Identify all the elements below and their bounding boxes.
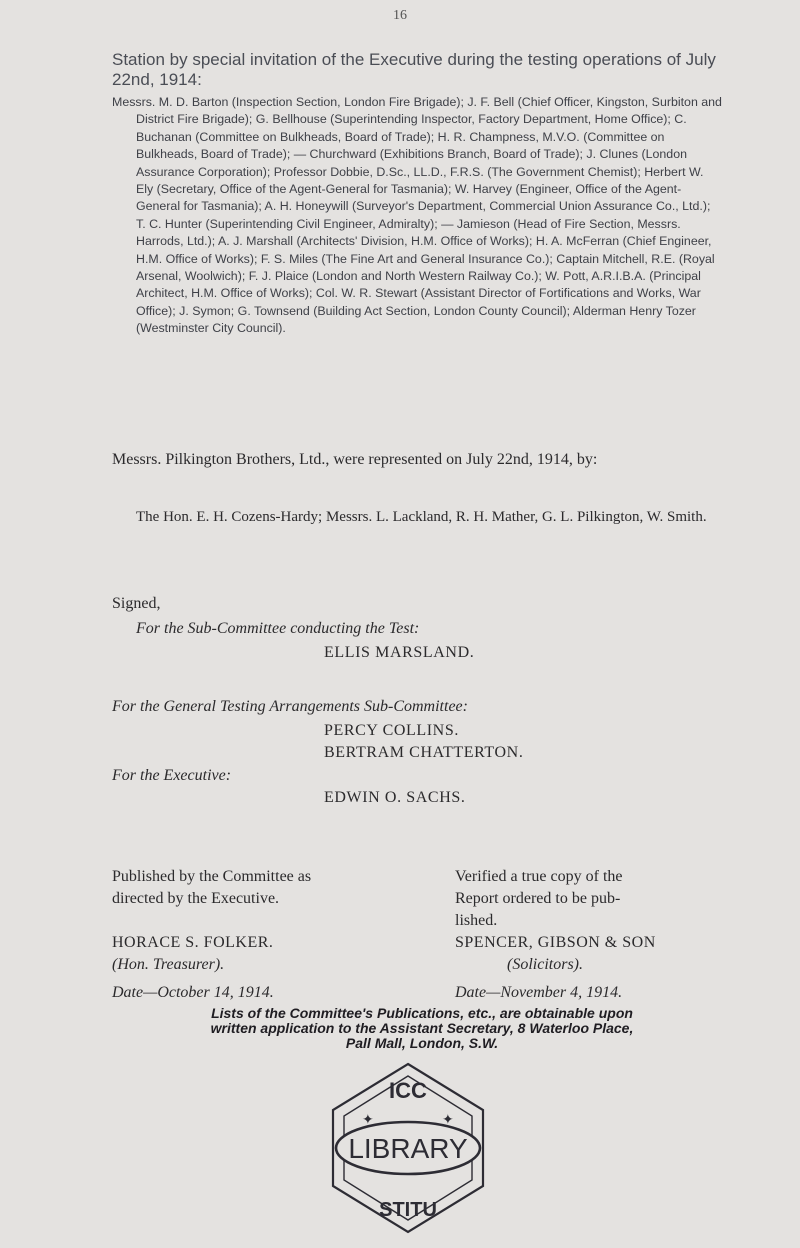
publications-notice [112, 1006, 732, 1051]
stamp-star-icon: ✦ [362, 1112, 374, 1128]
intro-paragraph: Station by special invitation of the Executive during the testing operations of July 22nd, 1914: [112, 50, 716, 89]
executive-role: For the Executive: [112, 767, 232, 784]
verified-date: Date—November 4, 1914. [455, 984, 623, 1001]
pilkington-heading: Messrs. Pilkington Brothers, Ltd., were represented on July 22nd, 1914, by: [112, 451, 598, 468]
notice-line-1: Lists of the Committee's Publications, etc., are obtainable upon [211, 1005, 633, 1021]
verified-line-1: Verified a true copy of the [455, 868, 623, 885]
solicitors-title: (Solicitors). [507, 956, 583, 973]
pilkington-representatives: The Hon. E. H. Cozens-Hardy; Messrs. L. Lackland, R. H. Mather, G. L. Pilkington, W. Smith. [136, 509, 707, 525]
verified-block [455, 866, 656, 1004]
library-stamp [318, 1058, 498, 1238]
stamp-center-text: LIBRARY [348, 1133, 468, 1164]
stamp-top-text: ICC [389, 1078, 427, 1103]
executive-signer: EDWIN O. SACHS. [324, 789, 466, 806]
general-signer-2: BERTRAM CHATTERTON. [324, 744, 524, 761]
solicitors-name: SPENCER, GIBSON & SON [455, 934, 656, 951]
treasurer-name: HORACE S. FOLKER. [112, 934, 274, 951]
stamp-bottom-text: STITU [379, 1199, 437, 1221]
treasurer-title: (Hon. Treasurer). [112, 956, 225, 973]
general-testing-role: For the General Testing Arrangements Sub-Committee: [112, 698, 468, 715]
page-number: 16 [393, 8, 407, 23]
attendees-list: Messrs. M. D. Barton (Inspection Section, London Fire Brigade); J. F. Bell (Chief Officer, Kingston, Surbiton and District Fire Brigade); G. Bellhouse (Superintending Inspector, Factory Department, Home Office); C. Buchanan (Committee on Bulkheads, Board of Trade); H. R. Champness, M.V.O. (Committee on Bulkheads, Board of Trade); — Churchward (Exhibitions Branch, Board of Trade); J. Clunes (London Assurance Corporation); Professor Dobbie, D.Sc., LL.D., F.R.S. (The Government Chemist); Herbert W. Ely (Secretary, Office of the Agent-General for Tasmania); W. Harvey (Engineer, Office of the Agent-General for Tasmania); A. H. Honeywill (Surveyor's Department, Commercial Union Assurance Co., Ltd.); T. C. Hunter (Superintending Civil Engineer, Admiralty); — Jamieson (Head of Fire Section, Messrs. Harrods, Ltd.); A. J. Marshall (Architects' Division, H.M. Office of Works); H. A. McFerran (Chief Engineer, H.M. Office of Works); F. S. Miles (The Fine Art and General Insurance Co.); Captain Mitchell, R.E. (Royal Arsenal, Woolwich); F. J. Plaice (London and North Western Railway Co.); W. Pott, A.R.I.B.A. (Principal Architect, H.M. Office of Works); Col. W. R. Stewart (Assistant Director of Fortifications and Works, War Office); J. Symon; G. Townsend (Building Act Section, London County Council); Alderman Henry Tozer (Westminster City Council). [112, 95, 722, 336]
verified-line-2: Report ordered to be pub- [455, 890, 621, 907]
published-block [112, 866, 311, 1004]
published-line-2: directed by the Executive. [112, 890, 280, 907]
stamp-star-icon: ✦ [442, 1112, 454, 1128]
general-signer-1: PERCY COLLINS. [324, 722, 459, 739]
notice-line-3: Pall Mall, London, S.W. [345, 1035, 499, 1051]
published-line-1: Published by the Committee as [112, 868, 312, 885]
signed-label: Signed, [112, 595, 161, 612]
verified-line-3: lished. [455, 912, 498, 929]
subcommittee-role: For the Sub-Committee conducting the Test: [136, 620, 420, 637]
notice-line-2: written application to the Assistant Secretary, 8 Waterloo Place, [210, 1020, 634, 1036]
subcommittee-signer: ELLIS MARSLAND. [324, 644, 475, 661]
published-date: Date—October 14, 1914. [112, 984, 274, 1001]
